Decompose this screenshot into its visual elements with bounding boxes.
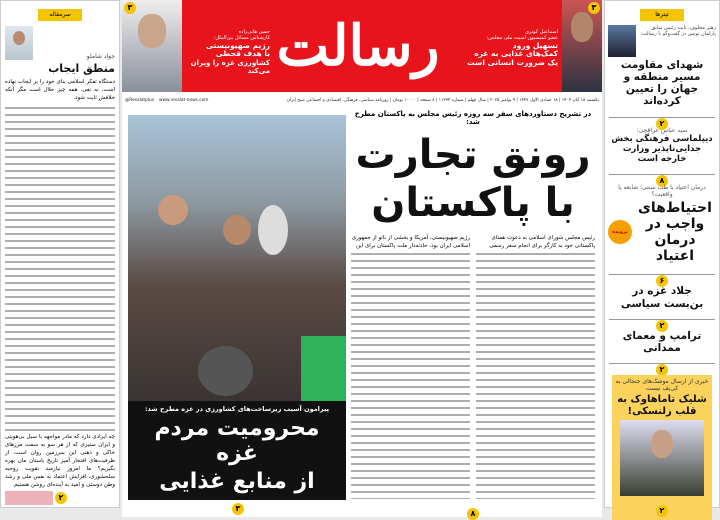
sidebar-kicker: خبری از ارسال موشک‌های جنجالی به کی‌یف نیست [615, 377, 709, 392]
editorial-author: جواد شاملو [86, 53, 115, 60]
story-line: رژیم صهیونیستی [205, 40, 270, 50]
photo-story-headline-2: از منابع غذایی [159, 468, 315, 494]
headlines-sidebar [604, 0, 720, 515]
main-kicker: در تشریح دستاوردهای سفر سه روزه رئیس مجلس به پاکستان مطرح شد: [354, 110, 592, 126]
hamsar-logo [5, 491, 53, 505]
editorial-column [0, 0, 120, 508]
sidebar-kicker: درمان اعتیاد با طب سنتی؛ شایعه یا واقعیت؟ [618, 183, 706, 198]
editorial-title: منطق ایجاب [48, 62, 115, 75]
right-story [450, 30, 558, 67]
story-line: کشاورزی غزه را ویران می‌کند [190, 58, 270, 75]
masthead-logo: رسالت [276, 13, 440, 79]
main-body-start-left: رژیم صهیونیستی، آمریکا و بخشی از ناتو از جمهوری اسلامی ایران بود، حادثه‌دار ملت پاکستان برای این [351, 235, 470, 249]
person-name: حسن هانی‌زاده [238, 29, 270, 35]
page-badge: ۲ [656, 118, 668, 130]
main-headline-2: با پاکستان [371, 180, 575, 226]
page-badge: ۲ [656, 364, 668, 376]
website-link[interactable]: www.resalat-news.com [159, 97, 209, 103]
main-body-filler [476, 250, 595, 499]
story-line: تسهیل ورود [512, 40, 558, 50]
gaza-photo [128, 115, 346, 401]
dossier-tag: پرونده [608, 220, 632, 244]
page-badge: ۲ [656, 505, 668, 517]
person-name: اسماعیل کوثری [525, 29, 558, 35]
sidebar-headline[interactable]: شهدای مقاومت مسیر منطقه و جهان را تعیین کرده‌اند [620, 59, 704, 108]
story-line: با هدف قحطی [215, 49, 270, 59]
page-badge: ۶ [656, 275, 668, 287]
photo-story-headline-1: محرومیت مردم غزه [154, 416, 320, 467]
sidebar-headline[interactable]: شلیک تاماهاوک به قلب زلنسکی! [617, 394, 707, 417]
page-badge: ۲ [55, 492, 67, 504]
info-bar [122, 94, 602, 107]
editorial-body-1: دستگاه تفکر اسلامی بنای خود را بر ایجاب نهاده است، نه نفی. همه چیز حلال است مگر آنکه خلافش ثابت شود. [5, 78, 115, 101]
main-headline-1: رونق تجارت [355, 132, 591, 178]
sidebar-kicker: سید عباس عراقچی: [636, 127, 688, 135]
person-role: عضو کمیسیون امنیت ملی مجلس: [486, 34, 558, 41]
story-line: یک ضرورت انسانی است [467, 57, 558, 67]
main-body-filler [351, 250, 470, 499]
page-badge: ۸ [656, 175, 668, 187]
page-badge: ۳ [588, 2, 600, 14]
main-story [348, 108, 598, 518]
editorial-body-filler [5, 104, 115, 431]
page-badge: ۲ [656, 320, 668, 332]
sidebar-headline[interactable]: احتیاط‌های واجب در درمان اعتیاد [638, 200, 712, 265]
sidebar-label: تیترها [640, 9, 684, 21]
issue-date: یکشنبه ۱۸ آبان ۱۴۰۴ | ۱۸ جمادی الاول ۱۴۴۷ | ۹ نوامبر ۲۰۲۵ | سال چهلم | شماره ۱۱۳۷۴ | ۸ صفحه | ۱۰۰۰۰ تومان | روزنامه سیاسی، فرهنگی، اقتصادی و اجتماعی صبح ایران [286, 97, 599, 103]
editorial-label: سرمقاله [38, 9, 82, 21]
sidebar-kicker: زهیر مخلوف، نایب رئیس سابق پارلمان تونس در گفت‌وگو با رسالت: [640, 25, 716, 38]
right-person-photo [562, 0, 602, 92]
person-role: کارشناس مسائل بین‌الملل: [213, 34, 270, 41]
photo-story [128, 115, 346, 500]
social-handle[interactable]: @Resalatplus [125, 97, 154, 103]
author-photo [5, 26, 33, 60]
page-badge: ۳ [124, 2, 136, 14]
story-line: کمک‌های غذایی به غزه [474, 49, 558, 59]
front-page [122, 0, 602, 517]
editorial-body-2: چه ایرادی دارد که مادر مواجهه با سیل بی‌هویتی و ایران ستیزی که از هر سو به سمت مرزهای خاکی و ذهنی این سرزمین روان است، از ظرفیت‌های افتخار آمیز تاریخ باستان مان بهره بگیریم؟ ما امروز نیازمند تقویت روحیه سلحشوری، افزایش اعتماد به نفس ملی و رشد وطن دوستی و امید به آینده‌ای روشن هستیم. [5, 434, 115, 488]
main-body-start-right: رئیس مجلس شورای اسلامی به دعوت همتای پاکستانی خود به کارگر برای انجام سفر رسمی [489, 235, 595, 249]
tomahawk-story [612, 375, 712, 520]
interviewee-photo [608, 25, 636, 57]
sidebar-headline[interactable]: دیپلماسی فرهنگی بخش جدایی‌ناپذیر وزارت خارجه است [611, 134, 713, 164]
photo-story-kicker: پیرامون آسیب زیرساخت‌های کشاورزی در غزه مطرح شد: [144, 404, 330, 413]
left-story [184, 30, 270, 75]
page-badge: ۸ [467, 508, 479, 520]
sidebar-headline[interactable]: جلاد غزه در بن‌بست سیاسی [620, 285, 704, 310]
masthead [122, 0, 602, 92]
page-badge: ۳ [232, 503, 244, 515]
sidebar-headline[interactable]: ترامپ و معمای ممدانی [622, 329, 702, 354]
zelensky-photo [620, 420, 704, 496]
